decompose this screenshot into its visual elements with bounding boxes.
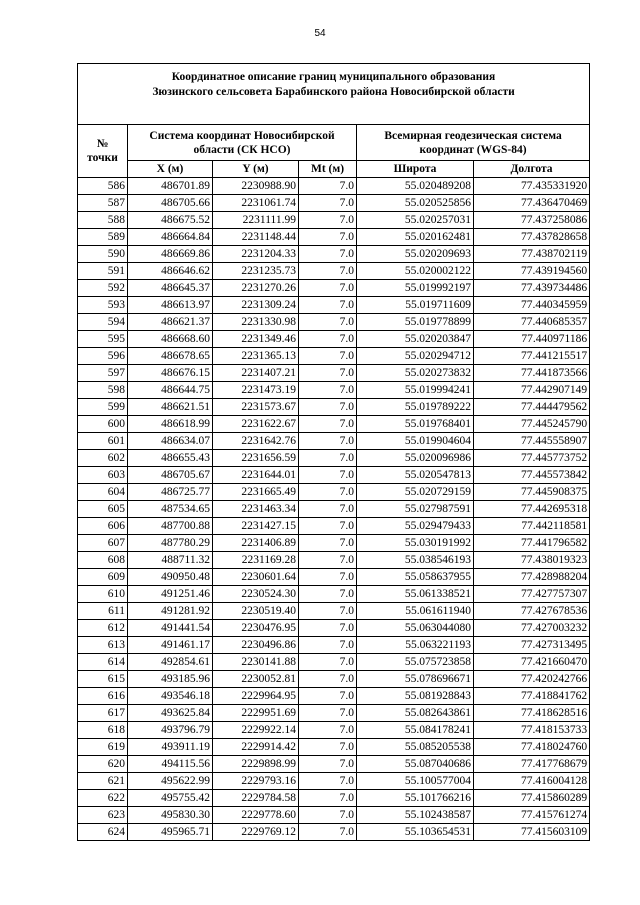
point-number-cell: 619: [78, 739, 128, 756]
latitude-cell: 55.063221193: [357, 637, 474, 654]
latitude-cell: 55.075723858: [357, 654, 474, 671]
table-row: [78, 297, 590, 314]
latitude-cell: 55.101766216: [357, 790, 474, 807]
mt-cell: 7.0: [299, 178, 357, 195]
table-row: [78, 195, 590, 212]
table-row: [78, 739, 590, 756]
point-number-cell: 617: [78, 705, 128, 722]
longitude-cell: 77.445573842: [474, 467, 590, 484]
latitude-cell: 55.019789222: [357, 399, 474, 416]
point-number-cell: 607: [78, 535, 128, 552]
wgs84-system-header: Всемирная геодезическая система координат (WGS-84): [357, 125, 590, 161]
table-row: [78, 382, 590, 399]
y-cell: 2231665.49: [213, 484, 299, 501]
y-cell: 2229778.60: [213, 807, 299, 824]
mt-cell: 7.0: [299, 433, 357, 450]
point-number-cell: 604: [78, 484, 128, 501]
latitude-cell: 55.061611940: [357, 603, 474, 620]
point-number-cell: 594: [78, 314, 128, 331]
latitude-cell: 55.019778899: [357, 314, 474, 331]
point-number-cell: 615: [78, 671, 128, 688]
x-cell: 491251.46: [128, 586, 213, 603]
longitude-cell: 77.436470469: [474, 195, 590, 212]
x-cell: 491281.92: [128, 603, 213, 620]
y-cell: 2231061.74: [213, 195, 299, 212]
longitude-cell: 77.437258086: [474, 212, 590, 229]
longitude-cell: 77.437828658: [474, 229, 590, 246]
point-number-cell: 603: [78, 467, 128, 484]
y-cell: 2231111.99: [213, 212, 299, 229]
latitude-cell: 55.020729159: [357, 484, 474, 501]
table-row: [78, 365, 590, 382]
y-cell: 2231573.67: [213, 399, 299, 416]
point-number-cell: 611: [78, 603, 128, 620]
x-cell: 486725.77: [128, 484, 213, 501]
table-row: [78, 501, 590, 518]
latitude-cell: 55.038546193: [357, 552, 474, 569]
latitude-cell: 55.020257031: [357, 212, 474, 229]
y-column-header: Y (м): [213, 161, 299, 178]
latitude-cell: 55.078696671: [357, 671, 474, 688]
latitude-column-header: Широта: [357, 161, 474, 178]
mt-cell: 7.0: [299, 535, 357, 552]
table-row: [78, 314, 590, 331]
x-cell: 493625.84: [128, 705, 213, 722]
coordinates-table: [77, 63, 590, 841]
longitude-cell: 77.442907149: [474, 382, 590, 399]
longitude-cell: 77.445558907: [474, 433, 590, 450]
y-cell: 2231656.59: [213, 450, 299, 467]
y-cell: 2231204.33: [213, 246, 299, 263]
table-row: [78, 450, 590, 467]
longitude-cell: 77.444479562: [474, 399, 590, 416]
longitude-cell: 77.440685357: [474, 314, 590, 331]
point-number-cell: 586: [78, 178, 128, 195]
x-cell: 486675.52: [128, 212, 213, 229]
latitude-cell: 55.020002122: [357, 263, 474, 280]
mt-column-header: Mt (м): [299, 161, 357, 178]
latitude-cell: 55.082643861: [357, 705, 474, 722]
y-cell: 2229793.16: [213, 773, 299, 790]
longitude-cell: 77.438019323: [474, 552, 590, 569]
table-row: [78, 229, 590, 246]
x-cell: 491441.54: [128, 620, 213, 637]
table-row: [78, 263, 590, 280]
mt-cell: 7.0: [299, 586, 357, 603]
latitude-cell: 55.029479433: [357, 518, 474, 535]
table-row: [78, 671, 590, 688]
latitude-cell: 55.020489208: [357, 178, 474, 195]
x-cell: 486655.43: [128, 450, 213, 467]
table-title: [78, 64, 590, 125]
longitude-cell: 77.435331920: [474, 178, 590, 195]
mt-cell: 7.0: [299, 518, 357, 535]
y-cell: 2229951.69: [213, 705, 299, 722]
mt-cell: 7.0: [299, 212, 357, 229]
table-row: [78, 212, 590, 229]
table-row: [78, 280, 590, 297]
latitude-cell: 55.100577004: [357, 773, 474, 790]
longitude-cell: 77.440345959: [474, 297, 590, 314]
table-row: [78, 790, 590, 807]
y-cell: 2231642.76: [213, 433, 299, 450]
point-number-cell: 596: [78, 348, 128, 365]
table-row: [78, 620, 590, 637]
latitude-cell: 55.027987591: [357, 501, 474, 518]
x-cell: 486669.86: [128, 246, 213, 263]
longitude-cell: 77.415761274: [474, 807, 590, 824]
y-cell: 2229784.58: [213, 790, 299, 807]
table-row: [78, 569, 590, 586]
point-number-cell: 624: [78, 824, 128, 841]
x-cell: 487534.65: [128, 501, 213, 518]
point-number-cell: 621: [78, 773, 128, 790]
mt-cell: 7.0: [299, 348, 357, 365]
mt-cell: 7.0: [299, 501, 357, 518]
y-cell: 2230988.90: [213, 178, 299, 195]
table-title-line-2: Зюзинского сельсовета Барабинского района Новосибирской области: [152, 86, 515, 98]
point-number-cell: 609: [78, 569, 128, 586]
point-number-cell: 595: [78, 331, 128, 348]
table-row: [78, 348, 590, 365]
mt-cell: 7.0: [299, 756, 357, 773]
y-cell: 2231463.34: [213, 501, 299, 518]
mt-cell: 7.0: [299, 824, 357, 841]
x-column-header: X (м): [128, 161, 213, 178]
longitude-cell: 77.427757307: [474, 586, 590, 603]
point-number-cell: 623: [78, 807, 128, 824]
x-cell: 486668.60: [128, 331, 213, 348]
mt-cell: 7.0: [299, 229, 357, 246]
mt-cell: 7.0: [299, 603, 357, 620]
latitude-cell: 55.081928843: [357, 688, 474, 705]
point-number-cell: 597: [78, 365, 128, 382]
mt-cell: 7.0: [299, 484, 357, 501]
latitude-cell: 55.020547813: [357, 467, 474, 484]
mt-cell: 7.0: [299, 314, 357, 331]
latitude-cell: 55.020525856: [357, 195, 474, 212]
mt-cell: 7.0: [299, 297, 357, 314]
y-cell: 2229769.12: [213, 824, 299, 841]
longitude-cell: 77.442118581: [474, 518, 590, 535]
y-cell: 2230141.88: [213, 654, 299, 671]
mt-cell: 7.0: [299, 773, 357, 790]
table-row: [78, 416, 590, 433]
longitude-cell: 77.440971186: [474, 331, 590, 348]
point-number-header: № точки: [78, 125, 128, 178]
x-cell: 495622.99: [128, 773, 213, 790]
y-cell: 2229914.42: [213, 739, 299, 756]
x-cell: 493185.96: [128, 671, 213, 688]
point-number-cell: 605: [78, 501, 128, 518]
latitude-cell: 55.019992197: [357, 280, 474, 297]
y-cell: 2231407.21: [213, 365, 299, 382]
latitude-cell: 55.019994241: [357, 382, 474, 399]
latitude-cell: 55.019768401: [357, 416, 474, 433]
mt-cell: 7.0: [299, 382, 357, 399]
table-row: [78, 331, 590, 348]
mt-cell: 7.0: [299, 450, 357, 467]
x-cell: 486618.99: [128, 416, 213, 433]
table-row: [78, 399, 590, 416]
x-cell: 495830.30: [128, 807, 213, 824]
point-number-cell: 600: [78, 416, 128, 433]
point-number-cell: 622: [78, 790, 128, 807]
mt-cell: 7.0: [299, 790, 357, 807]
longitude-cell: 77.441873566: [474, 365, 590, 382]
x-cell: 493796.79: [128, 722, 213, 739]
mt-cell: 7.0: [299, 331, 357, 348]
latitude-cell: 55.084178241: [357, 722, 474, 739]
y-cell: 2229964.95: [213, 688, 299, 705]
x-cell: 486621.37: [128, 314, 213, 331]
mt-cell: 7.0: [299, 807, 357, 824]
mt-cell: 7.0: [299, 688, 357, 705]
table-row: [78, 467, 590, 484]
longitude-cell: 77.427313495: [474, 637, 590, 654]
x-cell: 486701.89: [128, 178, 213, 195]
table-row: [78, 603, 590, 620]
latitude-cell: 55.061338521: [357, 586, 474, 603]
x-cell: 488711.32: [128, 552, 213, 569]
latitude-cell: 55.020209693: [357, 246, 474, 263]
point-number-cell: 602: [78, 450, 128, 467]
y-cell: 2231169.28: [213, 552, 299, 569]
mt-cell: 7.0: [299, 399, 357, 416]
x-cell: 486645.37: [128, 280, 213, 297]
x-cell: 490950.48: [128, 569, 213, 586]
y-cell: 2230496.86: [213, 637, 299, 654]
x-cell: 486705.67: [128, 467, 213, 484]
y-cell: 2231473.19: [213, 382, 299, 399]
x-cell: 486621.51: [128, 399, 213, 416]
table-row: [78, 484, 590, 501]
x-cell: 495965.71: [128, 824, 213, 841]
point-number-cell: 601: [78, 433, 128, 450]
longitude-column-header: Долгота: [474, 161, 590, 178]
point-number-cell: 589: [78, 229, 128, 246]
x-cell: 486646.62: [128, 263, 213, 280]
mt-cell: 7.0: [299, 263, 357, 280]
table-row: [78, 535, 590, 552]
table-row: [78, 518, 590, 535]
x-cell: 486676.15: [128, 365, 213, 382]
longitude-cell: 77.438702119: [474, 246, 590, 263]
latitude-cell: 55.058637955: [357, 569, 474, 586]
mt-cell: 7.0: [299, 552, 357, 569]
table-row: [78, 756, 590, 773]
mt-cell: 7.0: [299, 637, 357, 654]
latitude-cell: 55.063044080: [357, 620, 474, 637]
x-cell: 486634.07: [128, 433, 213, 450]
y-cell: 2231270.26: [213, 280, 299, 297]
point-number-cell: 612: [78, 620, 128, 637]
mt-cell: 7.0: [299, 671, 357, 688]
mt-cell: 7.0: [299, 654, 357, 671]
x-cell: 495755.42: [128, 790, 213, 807]
x-cell: 493911.19: [128, 739, 213, 756]
y-cell: 2230524.30: [213, 586, 299, 603]
longitude-cell: 77.415603109: [474, 824, 590, 841]
x-cell: 487700.88: [128, 518, 213, 535]
x-cell: 486664.84: [128, 229, 213, 246]
latitude-cell: 55.019711609: [357, 297, 474, 314]
mt-cell: 7.0: [299, 195, 357, 212]
y-cell: 2230476.95: [213, 620, 299, 637]
longitude-cell: 77.418628516: [474, 705, 590, 722]
longitude-cell: 77.415860289: [474, 790, 590, 807]
point-number-cell: 587: [78, 195, 128, 212]
page-number: 54: [314, 28, 326, 39]
x-cell: 486644.75: [128, 382, 213, 399]
longitude-cell: 77.418153733: [474, 722, 590, 739]
y-cell: 2231330.98: [213, 314, 299, 331]
table-title-line-1: Координатное описание границ муниципального образования: [171, 71, 496, 83]
longitude-cell: 77.417768679: [474, 756, 590, 773]
mt-cell: 7.0: [299, 722, 357, 739]
y-cell: 2231622.67: [213, 416, 299, 433]
latitude-cell: 55.020294712: [357, 348, 474, 365]
table-row: [78, 552, 590, 569]
longitude-cell: 77.427003232: [474, 620, 590, 637]
x-cell: 492854.61: [128, 654, 213, 671]
mt-cell: 7.0: [299, 620, 357, 637]
point-number-cell: 593: [78, 297, 128, 314]
longitude-cell: 77.418841762: [474, 688, 590, 705]
latitude-cell: 55.103654531: [357, 824, 474, 841]
y-cell: 2231349.46: [213, 331, 299, 348]
point-number-cell: 592: [78, 280, 128, 297]
longitude-cell: 77.416004128: [474, 773, 590, 790]
x-cell: 487780.29: [128, 535, 213, 552]
mt-cell: 7.0: [299, 467, 357, 484]
y-cell: 2231427.15: [213, 518, 299, 535]
mt-cell: 7.0: [299, 739, 357, 756]
nso-system-header: Система координат Новосибирской области (СК НСО): [128, 125, 357, 161]
y-cell: 2231406.89: [213, 535, 299, 552]
table-row: [78, 824, 590, 841]
y-cell: 2230052.81: [213, 671, 299, 688]
x-cell: 486613.97: [128, 297, 213, 314]
y-cell: 2231365.13: [213, 348, 299, 365]
latitude-cell: 55.019904604: [357, 433, 474, 450]
x-cell: 494115.56: [128, 756, 213, 773]
longitude-cell: 77.445773752: [474, 450, 590, 467]
y-cell: 2230601.64: [213, 569, 299, 586]
point-number-cell: 590: [78, 246, 128, 263]
y-cell: 2229898.99: [213, 756, 299, 773]
table-row: [78, 722, 590, 739]
longitude-cell: 77.439734486: [474, 280, 590, 297]
point-number-cell: 599: [78, 399, 128, 416]
table-row: [78, 688, 590, 705]
x-cell: 491461.17: [128, 637, 213, 654]
x-cell: 486705.66: [128, 195, 213, 212]
y-cell: 2231235.73: [213, 263, 299, 280]
y-cell: 2231309.24: [213, 297, 299, 314]
y-cell: 2231148.44: [213, 229, 299, 246]
mt-cell: 7.0: [299, 569, 357, 586]
x-cell: 493546.18: [128, 688, 213, 705]
table-row: [78, 654, 590, 671]
longitude-cell: 77.427678536: [474, 603, 590, 620]
latitude-cell: 55.102438587: [357, 807, 474, 824]
mt-cell: 7.0: [299, 246, 357, 263]
y-cell: 2231644.01: [213, 467, 299, 484]
point-number-cell: 610: [78, 586, 128, 603]
point-number-cell: 588: [78, 212, 128, 229]
point-number-cell: 618: [78, 722, 128, 739]
longitude-cell: 77.441215517: [474, 348, 590, 365]
point-number-cell: 598: [78, 382, 128, 399]
point-number-cell: 614: [78, 654, 128, 671]
latitude-cell: 55.087040686: [357, 756, 474, 773]
point-number-cell: 608: [78, 552, 128, 569]
mt-cell: 7.0: [299, 705, 357, 722]
mt-cell: 7.0: [299, 416, 357, 433]
table-row: [78, 586, 590, 603]
y-cell: 2229922.14: [213, 722, 299, 739]
latitude-cell: 55.020203847: [357, 331, 474, 348]
longitude-cell: 77.421660470: [474, 654, 590, 671]
latitude-cell: 55.020162481: [357, 229, 474, 246]
point-number-cell: 620: [78, 756, 128, 773]
longitude-cell: 77.445908375: [474, 484, 590, 501]
longitude-cell: 77.442695318: [474, 501, 590, 518]
longitude-cell: 77.418024760: [474, 739, 590, 756]
mt-cell: 7.0: [299, 365, 357, 382]
y-cell: 2230519.40: [213, 603, 299, 620]
latitude-cell: 55.020096986: [357, 450, 474, 467]
table-row: [78, 773, 590, 790]
longitude-cell: 77.420242766: [474, 671, 590, 688]
point-number-cell: 606: [78, 518, 128, 535]
longitude-cell: 77.445245790: [474, 416, 590, 433]
table-row: [78, 433, 590, 450]
longitude-cell: 77.439194560: [474, 263, 590, 280]
longitude-cell: 77.441796582: [474, 535, 590, 552]
mt-cell: 7.0: [299, 280, 357, 297]
latitude-cell: 55.085205538: [357, 739, 474, 756]
table-row: [78, 246, 590, 263]
longitude-cell: 77.428988204: [474, 569, 590, 586]
table-row: [78, 705, 590, 722]
latitude-cell: 55.020273832: [357, 365, 474, 382]
latitude-cell: 55.030191992: [357, 535, 474, 552]
table-row: [78, 178, 590, 195]
table-body: [78, 178, 590, 841]
point-number-cell: 616: [78, 688, 128, 705]
table-row: [78, 807, 590, 824]
point-number-cell: 591: [78, 263, 128, 280]
table-row: [78, 637, 590, 654]
x-cell: 486678.65: [128, 348, 213, 365]
point-number-cell: 613: [78, 637, 128, 654]
